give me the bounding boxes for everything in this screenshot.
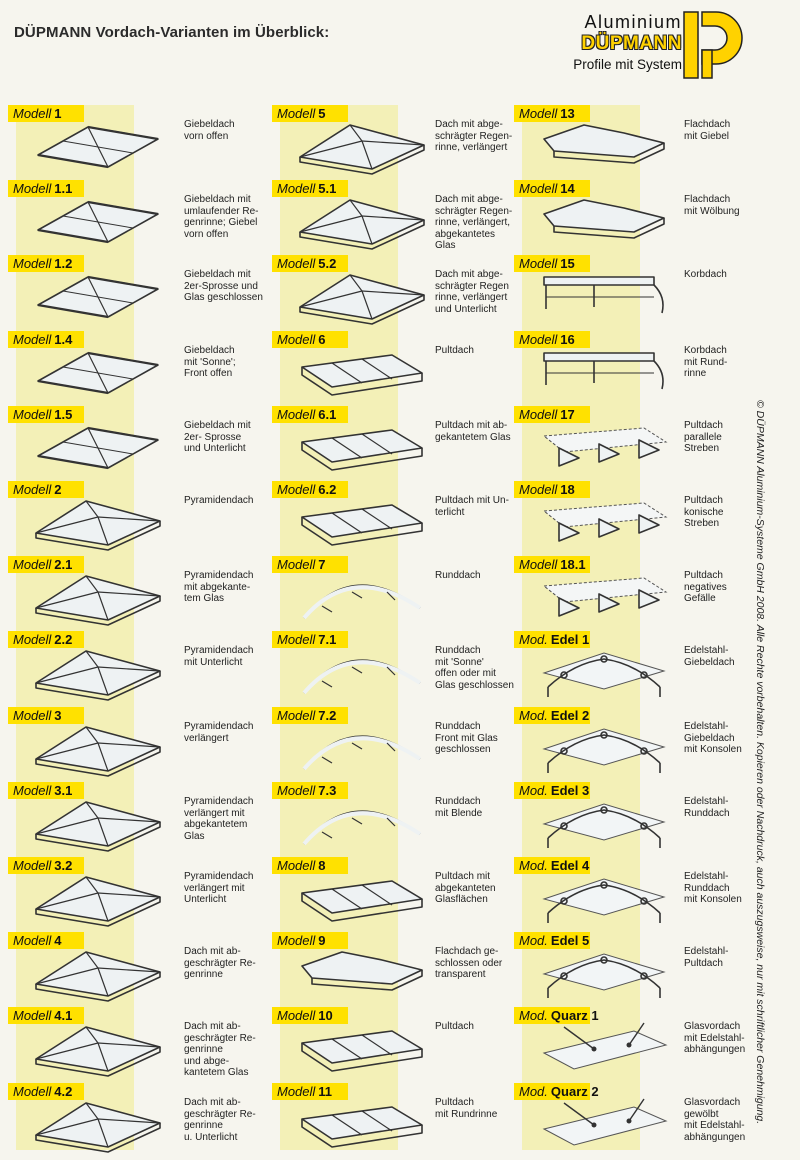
model-label-number: 7.2 (318, 708, 337, 723)
canopy-drawing (534, 869, 674, 932)
logo-line-aluminium: Aluminium (584, 12, 682, 32)
model-description: Pyramidendach mit abgekante- tem Glas (184, 570, 254, 604)
model-description: Edelstahl- Giebeldach mit Konsolen (684, 721, 742, 755)
model-description: Pyramidendach (184, 495, 254, 506)
model-label-number: 6.1 (318, 407, 337, 422)
model-description: Pultdach mit Un- terlicht (435, 495, 509, 518)
model-entry (272, 631, 517, 703)
model-entry (514, 481, 774, 553)
model-label-prefix: Modell (277, 1084, 316, 1099)
model-entry (272, 180, 517, 252)
model-entry (8, 1007, 263, 1079)
model-entry (272, 556, 517, 628)
model-description: Korbdach mit Rund- rinne (684, 345, 728, 379)
logo-line-brand: DÜPMANN (581, 33, 682, 54)
canopy-drawing (292, 343, 432, 406)
model-label-prefix: Modell (277, 708, 316, 723)
model-label-prefix: Modell (519, 181, 558, 196)
model-entry (8, 556, 263, 628)
model-label-number: 1.2 (54, 256, 73, 271)
model-label-number: 3.1 (54, 783, 73, 798)
model-label-prefix: Modell (13, 557, 52, 572)
model-label-number: 1 (54, 106, 62, 121)
model-label-prefix: Modell (13, 1084, 52, 1099)
canopy-drawing (534, 568, 674, 631)
model-label-prefix: Mod. (519, 708, 548, 723)
canopy-drawing (28, 869, 168, 932)
model-label-number: 2 (54, 482, 62, 497)
canopy-drawing (292, 192, 432, 255)
model-description: Dach mit ab- geschrägter Re- genrinne u. Unterlicht (184, 1097, 256, 1143)
canopy-drawing (534, 1095, 674, 1158)
model-label-prefix: Modell (13, 858, 52, 873)
model-label-prefix: Modell (277, 1008, 316, 1023)
model-description: Pultdach (435, 1021, 474, 1032)
model-label-number: Edel 3 (550, 783, 590, 798)
canopy-drawing (28, 267, 168, 330)
model-label-prefix: Modell (519, 482, 558, 497)
canopy-drawing (292, 418, 432, 481)
model-description: Runddach Front mit Glas geschlossen (435, 721, 498, 755)
model-description: Pyramidendach verlängert mit abgekantetem Glas (184, 796, 254, 842)
model-description: Giebeldach mit 2er-Sprosse und Glas geschlossen (184, 269, 263, 303)
model-column-2 (272, 105, 517, 1150)
model-entry (272, 331, 517, 403)
model-description: Dach mit abge- schrägter Regen- rinne, verlängert, abgekantetes Glas (435, 194, 513, 251)
model-description: Flachdach mit Wölbung (684, 194, 740, 217)
model-label-number: 1.5 (54, 407, 73, 422)
model-description: Pultdach mit ab- gekantetem Glas (435, 420, 511, 443)
model-label-number: 6.2 (318, 482, 337, 497)
model-label-number: 6 (318, 332, 326, 347)
model-description: Dach mit ab- geschrägter Re- genrinne (184, 946, 256, 980)
model-label-number: 17 (560, 407, 575, 422)
model-entry (514, 105, 774, 177)
model-label-number: 7.3 (318, 783, 337, 798)
model-label-prefix: Modell (519, 106, 558, 121)
model-label-number: 4.2 (54, 1084, 73, 1099)
model-description: Glasvordach mit Edelstahl- abhängungen (684, 1021, 746, 1055)
model-entry (8, 932, 263, 1004)
model-label-number: 5.1 (318, 181, 337, 196)
model-label-number: Edel 2 (550, 708, 590, 723)
canopy-drawing (28, 794, 168, 857)
canopy-drawing (28, 944, 168, 1007)
model-entry (514, 631, 774, 703)
model-label-prefix: Modell (277, 933, 316, 948)
model-label-prefix: Modell (13, 1008, 52, 1023)
model-description: Giebeldach vorn offen (184, 119, 235, 142)
model-label-number: 4 (54, 933, 62, 948)
canopy-drawing (28, 1095, 168, 1158)
canopy-drawing (292, 493, 432, 556)
model-label-prefix: Modell (277, 407, 316, 422)
canopy-drawing (292, 719, 432, 782)
model-entry (8, 331, 263, 403)
canopy-drawing (292, 117, 432, 180)
model-description: Pyramidendach mit Unterlicht (184, 645, 254, 668)
model-label-number: Edel 1 (550, 632, 590, 647)
canopy-drawing (292, 267, 432, 330)
model-entry (514, 932, 774, 1004)
model-label-prefix: Modell (13, 332, 52, 347)
model-label-prefix: Modell (277, 858, 316, 873)
model-entry (514, 707, 774, 779)
canopy-drawing (534, 719, 674, 782)
model-label-prefix: Modell (13, 407, 52, 422)
model-description: Glasvordach gewölbt mit Edelstahl- abhängungen (684, 1097, 746, 1143)
model-label-number: 13 (560, 106, 575, 121)
canopy-drawing (534, 117, 674, 180)
model-description: Edelstahl- Giebeldach (684, 645, 735, 668)
canopy-drawing (28, 493, 168, 556)
model-entry (272, 1083, 517, 1155)
page-title: DÜPMANN Vordach-Varianten im Überblick: (14, 24, 330, 41)
canopy-drawing (28, 1019, 168, 1082)
model-description: Giebeldach mit 2er- Sprosse und Unterlicht (184, 420, 251, 454)
model-entry (272, 1007, 517, 1079)
canopy-drawing (534, 1019, 674, 1082)
model-label-prefix: Modell (277, 557, 316, 572)
canopy-drawing (534, 493, 674, 556)
model-column-1 (8, 105, 263, 1150)
model-label-number: Quarz 1 (550, 1008, 599, 1023)
canopy-drawing (28, 643, 168, 706)
model-entry (514, 255, 774, 327)
canopy-drawing (28, 117, 168, 180)
model-label-number: 8 (318, 858, 326, 873)
model-description: Pultdach mit Rundrinne (435, 1097, 498, 1120)
model-description: Flachdach ge- schlossen oder transparent (435, 946, 503, 980)
model-label-prefix: Modell (277, 106, 316, 121)
model-label-prefix: Mod. (519, 632, 548, 647)
model-label-number: 18.1 (560, 557, 586, 572)
model-entry (272, 857, 517, 929)
canopy-drawing (534, 343, 674, 406)
model-entry (8, 105, 263, 177)
model-description: Dach mit ab- geschrägter Re- genrinne und abge- kantetem Glas (184, 1021, 256, 1078)
model-label-number: 11 (318, 1084, 333, 1099)
model-label-number: 5.2 (318, 256, 337, 271)
canopy-drawing (534, 643, 674, 706)
model-description: Flachdach mit Giebel (684, 119, 731, 142)
model-label-prefix: Mod. (519, 1084, 548, 1099)
model-entry (8, 1083, 263, 1155)
canopy-drawing (292, 869, 432, 932)
model-description: Pultdach (435, 345, 474, 356)
model-entry (514, 406, 774, 478)
model-entry (8, 255, 263, 327)
copyright-notice: © DÜPMANN Aluminium-Systeme GmbH 2008. Alle Rechte vorbehalten. Kopieren oder Nachdruck, auch auszugsweise, nur mit schriftlicher Genehmigung. (754, 400, 766, 1125)
model-description: Giebeldach mit 'Sonne'; Front offen (184, 345, 236, 379)
model-label-number: 9 (318, 933, 326, 948)
model-label-number: 4.1 (54, 1008, 73, 1023)
model-description: Runddach (435, 570, 481, 581)
model-label-prefix: Mod. (519, 933, 548, 948)
model-entry (272, 782, 517, 854)
canopy-drawing (292, 944, 432, 1007)
model-description: Pyramidendach verlängert (184, 721, 254, 744)
canopy-drawing (292, 643, 432, 706)
model-entry (514, 180, 774, 252)
model-label-prefix: Modell (519, 256, 558, 271)
model-label-prefix: Modell (13, 106, 52, 121)
model-description: Pultdach parallele Streben (684, 420, 723, 454)
model-label-prefix: Modell (277, 181, 316, 196)
model-description: Dach mit abge- schrägter Regen rinne, verlängert und Unterlicht (435, 269, 509, 315)
model-entry (8, 782, 263, 854)
canopy-drawing (292, 794, 432, 857)
model-label-number: 7 (318, 557, 326, 572)
model-label-prefix: Modell (13, 181, 52, 196)
model-entry (8, 180, 263, 252)
model-label-number: 5 (318, 106, 326, 121)
model-description: Edelstahl- Runddach mit Konsolen (684, 871, 742, 905)
canopy-drawing (534, 267, 674, 330)
logo-dp-icon (682, 10, 744, 80)
model-entry (8, 481, 263, 553)
model-entry (272, 105, 517, 177)
logo-line-tagline: Profile mit System (573, 57, 682, 72)
canopy-drawing (28, 192, 168, 255)
model-entry (272, 481, 517, 553)
canopy-drawing (292, 1095, 432, 1158)
model-description: Dach mit abge- schrägter Regen- rinne, verlängert (435, 119, 513, 153)
model-label-number: 2.1 (54, 557, 73, 572)
model-label-prefix: Modell (519, 332, 558, 347)
canopy-drawing (292, 1019, 432, 1082)
model-label-prefix: Mod. (519, 783, 548, 798)
canopy-drawing (28, 568, 168, 631)
model-column-3 (514, 105, 774, 1150)
model-label-number: 15 (560, 256, 575, 271)
model-entry (514, 857, 774, 929)
model-entry (8, 707, 263, 779)
model-entry (514, 1083, 774, 1155)
canopy-drawing (28, 719, 168, 782)
model-description: Korbdach (684, 269, 727, 280)
canopy-drawing (534, 794, 674, 857)
model-label-prefix: Modell (13, 632, 52, 647)
canopy-drawing (534, 192, 674, 255)
model-label-prefix: Mod. (519, 1008, 548, 1023)
model-label-number: 1.4 (54, 332, 73, 347)
model-entry (8, 857, 263, 929)
model-description: Runddach mit Blende (435, 796, 483, 819)
model-label-number: 3.2 (54, 858, 73, 873)
canopy-drawing (28, 343, 168, 406)
model-description: Giebeldach mit umlaufender Re- genrinne; Giebel vorn offen (184, 194, 259, 240)
canopy-drawing (28, 418, 168, 481)
model-label-prefix: Modell (13, 708, 52, 723)
model-label-number: 10 (318, 1008, 333, 1023)
model-entry (272, 255, 517, 327)
model-description: Edelstahl- Runddach (684, 796, 730, 819)
canopy-drawing (292, 568, 432, 631)
model-description: Pyramidendach verlängert mit Unterlicht (184, 871, 254, 905)
model-entry (272, 406, 517, 478)
model-label-prefix: Modell (277, 256, 316, 271)
model-description: Pultdach konische Streben (684, 495, 724, 529)
model-label-prefix: Modell (13, 783, 52, 798)
model-label-prefix: Modell (13, 933, 52, 948)
model-label-prefix: Modell (277, 632, 316, 647)
model-description: Pultdach negatives Gefälle (684, 570, 727, 604)
model-label-prefix: Modell (519, 557, 558, 572)
canopy-drawing (534, 944, 674, 1007)
model-label-number: Edel 5 (550, 933, 590, 948)
model-label-number: 1.1 (54, 181, 73, 196)
model-label-number: 2.2 (54, 632, 73, 647)
model-description: Edelstahl- Pultdach (684, 946, 729, 969)
model-entry (514, 1007, 774, 1079)
model-label-number: 3 (54, 708, 62, 723)
model-label-prefix: Modell (13, 482, 52, 497)
model-label-number: Edel 4 (550, 858, 590, 873)
model-label-number: 18 (560, 482, 575, 497)
model-entry (514, 331, 774, 403)
model-label-number: 16 (560, 332, 575, 347)
model-entry (272, 707, 517, 779)
canopy-drawing (534, 418, 674, 481)
model-label-prefix: Modell (277, 482, 316, 497)
model-description: Pultdach mit abgekanteten Glasflächen (435, 871, 496, 905)
model-entry (8, 631, 263, 703)
model-entry (514, 556, 774, 628)
model-label-prefix: Modell (13, 256, 52, 271)
model-label-number: Quarz 2 (550, 1084, 599, 1099)
model-entry (514, 782, 774, 854)
model-label-prefix: Mod. (519, 858, 548, 873)
model-label-prefix: Modell (277, 783, 316, 798)
model-label-prefix: Modell (519, 407, 558, 422)
model-label-prefix: Modell (277, 332, 316, 347)
model-entry (8, 406, 263, 478)
model-label-number: 14 (560, 181, 575, 196)
model-label-number: 7.1 (318, 632, 337, 647)
company-logo (548, 10, 748, 82)
model-entry (272, 932, 517, 1004)
model-description: Runddach mit 'Sonne' offen oder mit Glas geschlossen (435, 645, 514, 691)
